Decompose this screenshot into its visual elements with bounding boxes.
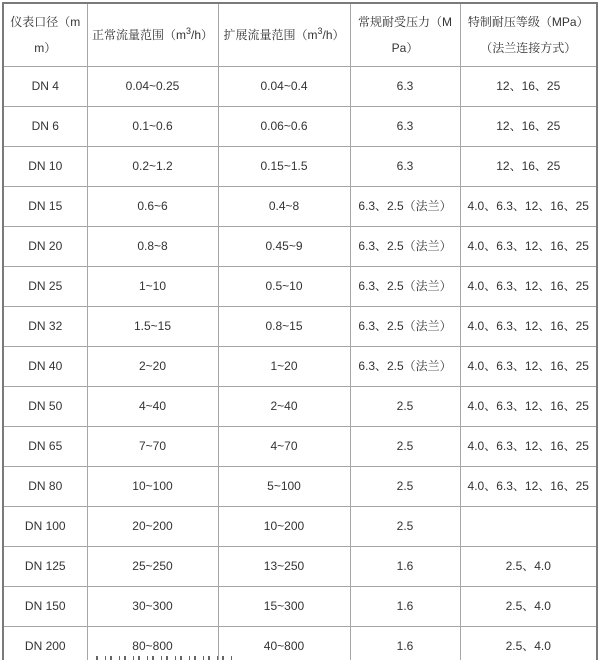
cell-normal-range: 7~70	[87, 427, 218, 467]
header-extended-range-sup: 3	[317, 26, 323, 36]
header-cell-normal-range	[87, 3, 218, 67]
cell-diameter: DN 20	[3, 227, 87, 267]
cell-diameter: DN 50	[3, 387, 87, 427]
cell-extended-range: 1~20	[218, 347, 350, 387]
table-row	[3, 387, 597, 427]
table-row	[3, 227, 597, 267]
cell-special-pressure: 4.0、6.3、12、16、25	[460, 187, 597, 227]
cell-standard-pressure: 6.3	[350, 67, 460, 107]
cell-standard-pressure: 6.3、2.5（法兰）	[350, 187, 460, 227]
cell-normal-range: 0.8~8	[87, 227, 218, 267]
header-extended-range-post: /h）	[322, 28, 345, 42]
cell-diameter: DN 200	[3, 627, 87, 660]
cell-special-pressure: 4.0、6.3、12、16、25	[460, 387, 597, 427]
cell-normal-range: 2~20	[87, 347, 218, 387]
header-normal-range-pre: 正常流量范围（m	[91, 28, 186, 42]
cell-diameter: DN 4	[3, 67, 87, 107]
cell-standard-pressure: 6.3	[350, 107, 460, 147]
cell-extended-range: 4~70	[218, 427, 350, 467]
cell-standard-pressure: 2.5	[350, 427, 460, 467]
cell-normal-range: 80~800	[87, 627, 218, 660]
cell-special-pressure: 2.5、4.0	[460, 587, 597, 627]
cell-standard-pressure: 2.5	[350, 507, 460, 547]
header-cell-standard-pressure: 常规耐受压力（MPa）	[350, 3, 460, 67]
table-header-row	[3, 3, 597, 67]
cell-special-pressure: 12、16、25	[460, 147, 597, 187]
cell-special-pressure: 12、16、25	[460, 107, 597, 147]
cell-extended-range: 10~200	[218, 507, 350, 547]
header-normal-range-post: /h）	[191, 28, 214, 42]
cell-diameter: DN 32	[3, 307, 87, 347]
cell-standard-pressure: 2.5	[350, 387, 460, 427]
table-row	[3, 67, 597, 107]
cell-special-pressure: 4.0、6.3、12、16、25	[460, 307, 597, 347]
table-row	[3, 347, 597, 387]
cell-extended-range: 0.8~15	[218, 307, 350, 347]
cell-normal-range: 1~10	[87, 267, 218, 307]
cell-extended-range: 0.5~10	[218, 267, 350, 307]
flowmeter-spec-table	[2, 2, 598, 660]
cell-special-pressure: 2.5、4.0	[460, 547, 597, 587]
header-cell-special-pressure: 特制耐压等级（MPa）（法兰连接方式）	[460, 3, 597, 67]
cell-normal-range: 0.1~0.6	[87, 107, 218, 147]
table-row	[3, 267, 597, 307]
cell-normal-range: 0.6~6	[87, 187, 218, 227]
cell-special-pressure: 2.5、4.0	[460, 627, 597, 660]
cell-diameter: DN 25	[3, 267, 87, 307]
cell-normal-range: 30~300	[87, 587, 218, 627]
cell-standard-pressure: 1.6	[350, 627, 460, 660]
cell-special-pressure: 4.0、6.3、12、16、25	[460, 267, 597, 307]
cell-diameter: DN 125	[3, 547, 87, 587]
table-row	[3, 547, 597, 587]
table-body	[3, 67, 597, 660]
table-header	[3, 3, 597, 67]
cell-diameter: DN 100	[3, 507, 87, 547]
page	[0, 2, 600, 660]
cell-normal-range: 0.2~1.2	[87, 147, 218, 187]
cell-standard-pressure: 6.3、2.5（法兰）	[350, 227, 460, 267]
table-row	[3, 427, 597, 467]
cell-standard-pressure: 6.3	[350, 147, 460, 187]
cell-standard-pressure: 1.6	[350, 587, 460, 627]
cell-extended-range: 0.4~8	[218, 187, 350, 227]
cell-extended-range: 2~40	[218, 387, 350, 427]
table-row	[3, 627, 597, 660]
cell-normal-range: 1.5~15	[87, 307, 218, 347]
clipped-text-fragment	[96, 656, 236, 660]
table-row	[3, 307, 597, 347]
cell-diameter: DN 40	[3, 347, 87, 387]
cell-diameter: DN 65	[3, 427, 87, 467]
header-cell-extended-range	[218, 3, 350, 67]
cell-special-pressure	[460, 507, 597, 547]
cell-diameter: DN 15	[3, 187, 87, 227]
cell-extended-range: 13~250	[218, 547, 350, 587]
cell-special-pressure: 4.0、6.3、12、16、25	[460, 427, 597, 467]
cell-normal-range: 20~200	[87, 507, 218, 547]
cell-normal-range: 25~250	[87, 547, 218, 587]
cell-extended-range: 5~100	[218, 467, 350, 507]
cell-standard-pressure: 6.3、2.5（法兰）	[350, 347, 460, 387]
cell-standard-pressure: 1.6	[350, 547, 460, 587]
cell-extended-range: 15~300	[218, 587, 350, 627]
table-row	[3, 147, 597, 187]
cell-special-pressure: 4.0、6.3、12、16、25	[460, 467, 597, 507]
header-cell-diameter: 仪表口径（mm）	[3, 3, 87, 67]
cell-diameter: DN 10	[3, 147, 87, 187]
cell-standard-pressure: 2.5	[350, 467, 460, 507]
cell-standard-pressure: 6.3、2.5（法兰）	[350, 267, 460, 307]
cell-special-pressure: 4.0、6.3、12、16、25	[460, 227, 597, 267]
cell-normal-range: 10~100	[87, 467, 218, 507]
cell-normal-range: 0.04~0.25	[87, 67, 218, 107]
cell-extended-range: 0.15~1.5	[218, 147, 350, 187]
cell-diameter: DN 150	[3, 587, 87, 627]
cell-normal-range: 4~40	[87, 387, 218, 427]
table-row	[3, 107, 597, 147]
cell-extended-range: 40~800	[218, 627, 350, 660]
cell-diameter: DN 80	[3, 467, 87, 507]
header-extended-range-pre: 扩展流量范围（m	[223, 28, 318, 42]
cell-extended-range: 0.06~0.6	[218, 107, 350, 147]
table-row	[3, 587, 597, 627]
table-row	[3, 187, 597, 227]
table-row	[3, 507, 597, 547]
cell-extended-range: 0.04~0.4	[218, 67, 350, 107]
header-normal-range-sup: 3	[185, 26, 191, 36]
cell-extended-range: 0.45~9	[218, 227, 350, 267]
cell-diameter: DN 6	[3, 107, 87, 147]
cell-special-pressure: 12、16、25	[460, 67, 597, 107]
cell-special-pressure: 4.0、6.3、12、16、25	[460, 347, 597, 387]
table-row	[3, 467, 597, 507]
cell-standard-pressure: 6.3、2.5（法兰）	[350, 307, 460, 347]
